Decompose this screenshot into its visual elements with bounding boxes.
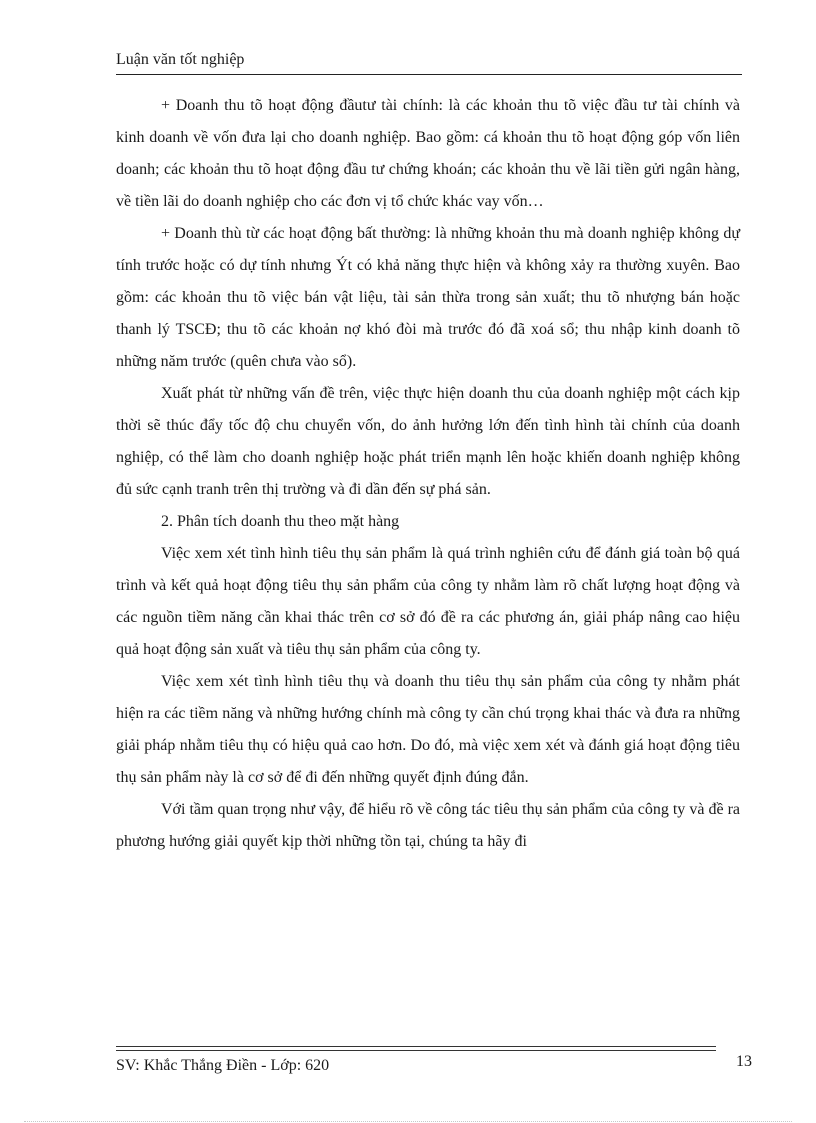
section-heading: 2. Phân tích doanh thu theo mặt hàng: [161, 513, 400, 530]
footer-student-info: SV: Khắc Thắng Điền - Lớp: 620: [116, 1057, 330, 1074]
paragraph-financial-revenue: + Doanh thu tõ hoạt động đầutư tài chính: là các khoản thu tõ việc đầu tư tài chính và kinh doanh về vốn đưa lại cho doanh nghiệp. Bao gồm: cá khoản thu tõ hoạt động góp vốn liên doanh; các khoản thu tõ hoạt động đầu tư chứng khoán; các khoản thu về lãi tiền gửi ngân hàng, về tiền lãi do doanh nghiệp cho các đơn vị tổ chức khác vay vốn…: [116, 97, 740, 210]
page-bottom-border: [24, 1121, 792, 1122]
paragraph-extraordinary-revenue: + Doanh thù từ các hoạt động bất thường: là những khoản thu mà doanh nghiệp không dự tính trước hoặc có dự tính nhưng Ýt có khả năng thực hiện và không xảy ra thường xuyên. Bao gồm: các khoản thu tõ việc bán vật liệu, tài sản thừa trong sản xuất; thu tõ nhượng bán hoặc thanh lý TSCĐ; thu tõ các khoản nợ khó đòi mà trước đó đã xoá sổ; thu nhập kinh doanh tõ những năm trước (quên chưa vào sổ).: [116, 225, 740, 370]
paragraph-sales-potential: Việc xem xét tình hình tiêu thụ và doanh thu tiêu thụ sản phẩm của công ty nhằm phát hiện ra các tiềm năng và những hướng chính mà công ty cần chú trọng khai thác và đưa ra những giải pháp nhằm tiêu thụ có hiệu quả cao hơn. Do đó, mà việc xem xét và đánh giá hoạt động tiêu thụ sản phẩm này là cơ sở để đi đến những quyết định đúng đắn.: [116, 673, 740, 786]
footer-divider-top: [116, 1046, 716, 1047]
paragraph-sales-analysis: Việc xem xét tình hình tiêu thụ sản phẩm là quá trình nghiên cứu để đánh giá toàn bộ quá trình và kết quả hoạt động tiêu thụ sản phẩm của công ty nhằm làm rõ chất lượng hoạt động và các nguồn tiềm năng cần khai thác trên cơ sở đó đề ra các phương án, giải pháp nâng cao hiệu quả hoạt động sản xuất và tiêu thụ sản phẩm của công ty.: [116, 545, 740, 658]
footer-divider-bottom: [116, 1050, 716, 1051]
paragraph-importance: Với tầm quan trọng như vậy, để hiểu rõ về công tác tiêu thụ sản phẩm của công ty và đề ra phương hướng giải quyết kịp thời những tồn tại, chúng ta hãy đi: [116, 801, 740, 850]
page-body: [116, 90, 740, 858]
paragraph-conclusion: Xuất phát từ những vấn đề trên, việc thực hiện doanh thu của doanh nghiệp một cách kịp thời sẽ thúc đẩy tốc độ chu chuyển vốn, do ảnh hưởng lớn đến tình hình tài chính của doanh nghiệp, có thể làm cho doanh nghiệp hoặc phát triển mạnh lên hoặc khiến doanh nghiệp không đủ sức cạnh tranh trên thị trường và đi dần đến sự phá sản.: [116, 385, 740, 498]
page-header: [116, 50, 742, 75]
page-number: 13: [736, 1053, 752, 1070]
header-title: Luận văn tốt nghiệp: [116, 51, 245, 68]
